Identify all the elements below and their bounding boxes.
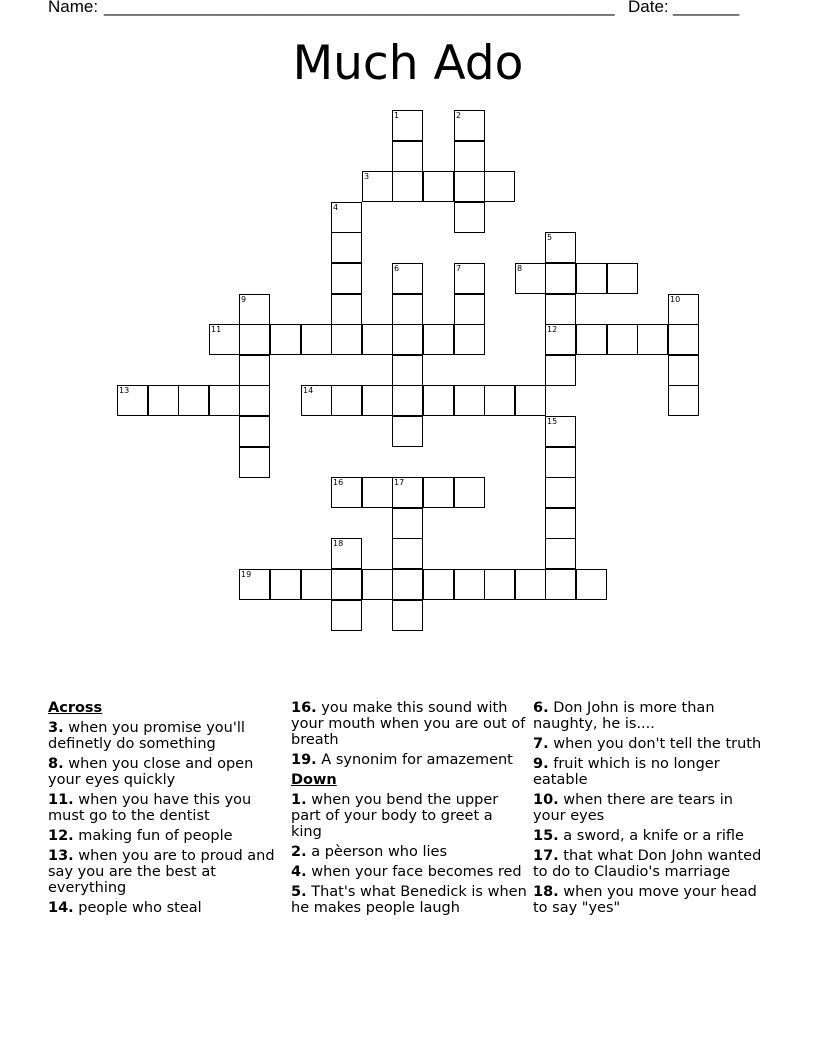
crossword-cell[interactable] [515, 569, 546, 600]
crossword-cell[interactable] [331, 263, 362, 294]
crossword-cell[interactable] [392, 171, 423, 202]
clue-down-4: 4. when your face becomes red [291, 864, 522, 880]
date-field[interactable]: _______ [673, 0, 740, 16]
date-label: Date: [628, 0, 669, 16]
down-heading: Down [291, 772, 337, 788]
crossword-cell[interactable] [117, 385, 148, 416]
clue-across-16: 16. you make this sound with your mouth when you are out of breath [291, 700, 526, 748]
page-title: Much Ado [292, 36, 524, 91]
crossword-cell[interactable] [239, 569, 270, 600]
name-field[interactable]: ______________________________________________________ [104, 0, 615, 16]
crossword-cell[interactable] [668, 294, 699, 325]
crossword-cell[interactable] [331, 600, 362, 631]
crossword-cell[interactable] [392, 263, 423, 294]
crossword-cell[interactable] [301, 569, 332, 600]
crossword-cell[interactable] [392, 508, 423, 539]
clue-number: 9 [241, 295, 247, 304]
clue-across-12: 12. making fun of people [48, 828, 233, 844]
crossword-cell[interactable] [454, 110, 485, 141]
crossword-cell[interactable] [545, 569, 576, 600]
crossword-cell[interactable] [392, 141, 423, 172]
clue-number: 6 [394, 264, 400, 273]
crossword-cell[interactable] [392, 416, 423, 447]
clue-down-5: 5. That's what Benedick is when he makes people laugh [291, 884, 527, 916]
crossword-cell[interactable] [454, 569, 485, 600]
crossword-cell[interactable] [545, 447, 576, 478]
crossword-cell[interactable] [301, 324, 332, 355]
clue-number: 1 [394, 111, 400, 120]
crossword-cell[interactable] [545, 355, 576, 386]
clue-number: 11 [211, 325, 222, 334]
crossword-cell[interactable] [668, 324, 699, 355]
crossword-cell[interactable] [454, 202, 485, 233]
crossword-cell[interactable] [392, 538, 423, 569]
crossword-cell[interactable] [607, 324, 638, 355]
clue-down-15: 15. a sword, a knife or a rifle [533, 828, 744, 844]
clues-column-2 [291, 700, 527, 920]
crossword-cell[interactable] [668, 355, 699, 386]
clue-number: 19 [241, 570, 252, 579]
crossword-cell[interactable] [362, 569, 393, 600]
clue-number: 16 [333, 478, 344, 487]
crossword-cell[interactable] [239, 416, 270, 447]
clue-number: 5 [547, 233, 553, 242]
clues-column-1 [48, 700, 284, 920]
crossword-cell[interactable] [239, 447, 270, 478]
clue-across-11: 11. when you have this you must go to the dentist [48, 792, 252, 824]
clue-across-3: 3. when you promise you'll definetly do something [48, 720, 245, 752]
crossword-cell[interactable] [545, 508, 576, 539]
crossword-cell[interactable] [423, 569, 454, 600]
crossword-cell[interactable] [637, 324, 668, 355]
crossword-cell[interactable] [331, 385, 362, 416]
clue-number: 18 [333, 539, 344, 548]
crossword-cell[interactable] [362, 324, 393, 355]
crossword-cell[interactable] [239, 385, 270, 416]
crossword-cell[interactable] [607, 263, 638, 294]
crossword-cell[interactable] [454, 294, 485, 325]
crossword-cell[interactable] [239, 324, 270, 355]
crossword-cell[interactable] [239, 355, 270, 386]
clues-column-3 [533, 700, 769, 920]
crossword-cell[interactable] [454, 171, 485, 202]
crossword-cell[interactable] [209, 324, 240, 355]
crossword-cell[interactable] [270, 569, 301, 600]
clue-number: 12 [547, 325, 558, 334]
crossword-cell[interactable] [331, 324, 362, 355]
crossword-cell[interactable] [454, 324, 485, 355]
clue-across-14: 14. people who steal [48, 900, 202, 916]
crossword-cell[interactable] [331, 569, 362, 600]
crossword-cell[interactable] [270, 324, 301, 355]
crossword-cell[interactable] [362, 171, 393, 202]
clue-down-1: 1. when you bend the upper part of your body to greet a king [291, 792, 499, 840]
clue-number: 2 [456, 111, 462, 120]
crossword-cell[interactable] [331, 477, 362, 508]
crossword-cell[interactable] [454, 477, 485, 508]
clue-down-10: 10. when there are tears in your eyes [533, 792, 733, 824]
clue-across-13: 13. when you are to proud and say you are the best at everything [48, 848, 275, 896]
crossword-cell[interactable] [515, 385, 546, 416]
crossword-cell[interactable] [392, 569, 423, 600]
crossword-cell[interactable] [209, 385, 240, 416]
crossword-cell[interactable] [515, 263, 546, 294]
clue-number: 15 [547, 417, 558, 426]
crossword-cell[interactable] [545, 294, 576, 325]
clue-number: 10 [670, 295, 681, 304]
clue-down-17: 17. that what Don John wanted to do to Claudio's marriage [533, 848, 762, 880]
clue-down-9: 9. fruit which is no longer eatable [533, 756, 720, 788]
crossword-cell[interactable] [331, 538, 362, 569]
crossword-cell[interactable] [454, 385, 485, 416]
crossword-cell[interactable] [331, 202, 362, 233]
crossword-cell[interactable] [576, 569, 607, 600]
crossword-cell[interactable] [423, 477, 454, 508]
crossword-cell[interactable] [178, 385, 209, 416]
crossword-cell[interactable] [392, 294, 423, 325]
crossword-cell[interactable] [423, 324, 454, 355]
crossword-cell[interactable] [331, 294, 362, 325]
clue-number: 7 [456, 264, 462, 273]
crossword-cell[interactable] [454, 263, 485, 294]
clue-number: 4 [333, 203, 339, 212]
crossword-cell[interactable] [545, 416, 576, 447]
crossword-cell[interactable] [392, 324, 423, 355]
crossword-cell[interactable] [392, 477, 423, 508]
crossword-cell[interactable] [423, 171, 454, 202]
clue-down-18: 18. when you move your head to say "yes" [533, 884, 757, 916]
clue-down-7: 7. when you don't tell the truth [533, 736, 762, 752]
crossword-cell[interactable] [545, 324, 576, 355]
crossword-cell[interactable] [484, 171, 515, 202]
crossword-cell[interactable] [362, 385, 393, 416]
crossword-cell[interactable] [484, 569, 515, 600]
crossword-cell[interactable] [576, 324, 607, 355]
crossword-cell[interactable] [545, 477, 576, 508]
across-heading: Across [48, 700, 103, 716]
name-label: Name: [48, 0, 99, 16]
crossword-cell[interactable] [392, 385, 423, 416]
crossword-cell[interactable] [545, 232, 576, 263]
clue-across-8: 8. when you close and open your eyes quickly [48, 756, 254, 788]
crossword-cell[interactable] [148, 385, 179, 416]
crossword-cell[interactable] [301, 385, 332, 416]
clue-down-6: 6. Don John is more than naughty, he is.... [533, 700, 715, 732]
crossword-cell[interactable] [392, 600, 423, 631]
crossword-cell[interactable] [454, 141, 485, 172]
crossword-cell[interactable] [668, 385, 699, 416]
clue-number: 13 [119, 386, 130, 395]
clue-down-2: 2. a pèerson who lies [291, 844, 448, 860]
clue-number: 14 [303, 386, 314, 395]
crossword-cell[interactable] [362, 477, 393, 508]
crossword-cell[interactable] [331, 232, 362, 263]
clue-number: 3 [364, 172, 370, 181]
crossword-cell[interactable] [392, 110, 423, 141]
crossword-cell[interactable] [545, 263, 576, 294]
crossword-cell[interactable] [239, 294, 270, 325]
crossword-cell[interactable] [545, 538, 576, 569]
clue-across-19: 19. A synonim for amazement [291, 752, 513, 768]
clue-number: 8 [517, 264, 523, 273]
clue-number: 17 [394, 478, 405, 487]
crossword-cell[interactable] [423, 385, 454, 416]
crossword-cell[interactable] [576, 263, 607, 294]
crossword-cell[interactable] [392, 355, 423, 386]
crossword-cell[interactable] [484, 385, 515, 416]
